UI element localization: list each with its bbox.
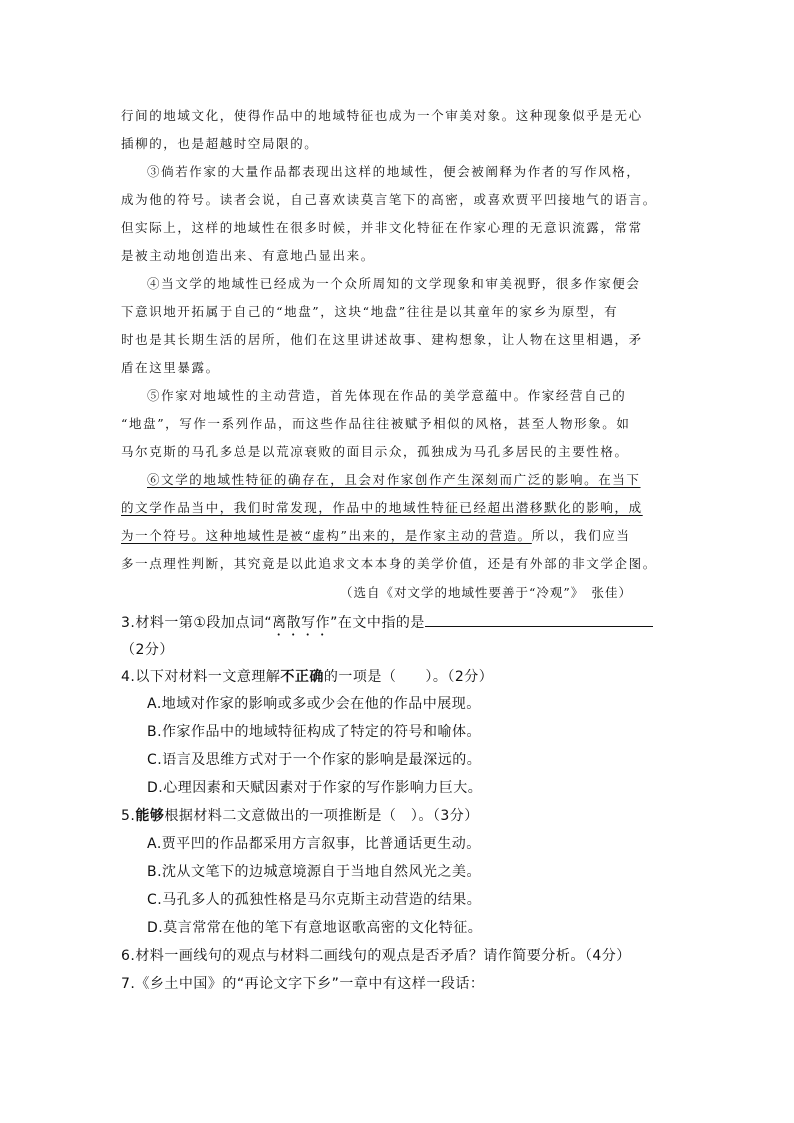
option-c: C.马孔多人的孤独性格是马尔克斯主动营造的结果。 [147, 892, 482, 908]
passage-line: ⑤作家对地域性的主动营造，首先体现在作品的美学意蕴中。作家经营自己的 [147, 388, 627, 403]
answer-blank[interactable] [425, 614, 653, 627]
option-a: A.贾平凹的作品都采用方言叙事，比普通话更生动。 [147, 836, 481, 852]
passage-line: 但实际上，这样的地域性在很多时候，并非文化特征在作家心理的无意识流露，常常 [121, 220, 643, 235]
passage-line: 成为他的符号。读者会说，自己喜欢读莫言笔下的高密，或喜欢贾平凹接地气的语言。 [121, 192, 657, 207]
passage-line: 盾在这里暴露。 [121, 360, 220, 375]
underlined-sentence: 为一个符号。这种地域性是被“虚构”出来的，是作家主动的营造。 [121, 528, 532, 543]
underlined-passage-line: ⑥文学的地域性特征的确存在，且会对作家创作产生深刻而广泛的影响。在当下 [147, 472, 641, 487]
option-c: C.语言及思维方式对于一个作家的影响是最深远的。 [147, 752, 482, 768]
option-a: A.地域对作家的影响或多或少会在他的作品中展现。 [147, 696, 481, 712]
passage-line: 插柳的，也是超越时空局限的。 [121, 136, 319, 151]
emphasis-bold: 能够 [135, 808, 165, 824]
passage-line: ③倘若作家的大量作品都表现出这样的地域性，便会被阐释为作者的写作风格， [147, 164, 641, 179]
passage-line: 是被主动地创造出来、有意地凸显出来。 [121, 248, 375, 263]
passage-line: 行间的地域文化，使得作品中的地域特征也成为一个审美对象。这种现象似乎是无心 [121, 108, 643, 123]
passage-line: “地盘”，写作一系列作品，而这些作品往往被赋予相似的风格，甚至人物形象。如 [121, 416, 631, 431]
passage-line: 马尔克斯的马孔多总是以荒凉衰败的面目示众，孤独成为马孔多居民的主要性格。 [121, 444, 629, 459]
passage-line: 下意识地开拓属于自己的“地盘”，这块“地盘”往往是以其童年的家乡为原型，有 [121, 304, 619, 319]
passage-line-mixed [121, 526, 631, 544]
dotted-word: 离散写作 [272, 615, 331, 631]
option-b: B.作家作品中的地域特征构成了特定的符号和喻体。 [147, 724, 482, 740]
option-b: B.沈从文笔下的边城意境源自于当地自然风光之美。 [147, 864, 482, 880]
question-3: 3.材料一第①段加点词“离散写作”在文中指的是 [121, 612, 653, 639]
passage-tail: 所以，我们应当 [531, 528, 631, 543]
question-3-score: （2分） [121, 642, 174, 658]
source-citation: （选自《对文学的地域性要善于“冷观”》 张佳） [340, 585, 633, 600]
option-d: D.莫言常常在他的笔下有意地讴歌高密的文化特征。 [147, 920, 483, 936]
passage-line: 多一点理性判断，其究竟是以此追求文本本身的美学价值，还是有外部的非文学企图。 [121, 556, 657, 571]
question-6: 6.材料一画线句的观点与材料二画线句的观点是否矛盾？请作简要分析。（4分） [121, 948, 631, 964]
passage-line: 时也是其长期生活的居所，他们在这里讲述故事、建构想象，让人物在这里相遇，矛 [121, 332, 643, 347]
emphasis-bold: 不正确 [280, 669, 324, 685]
question-4: 4.以下对材料一文意理解不正确的一项是（ ）。（2分） [121, 669, 494, 685]
passage-line: ④当文学的地域性已经成为一个众所周知的文学现象和审美视野，很多作家便会 [147, 276, 641, 291]
underlined-passage-line: 的文学作品当中，我们时常发现，作品中的地域性特征已经超出潜移默化的影响，成 [121, 500, 643, 515]
question-7: 7.《乡土中国》的“再论文字下乡”一章中有这样一段话： [121, 976, 485, 992]
option-d: D.心理因素和天赋因素对于作家的写作影响力巨大。 [147, 780, 483, 796]
question-5: 5.能够根据材料二文意做出的一项推断是（ ）。（3分） [121, 808, 479, 824]
